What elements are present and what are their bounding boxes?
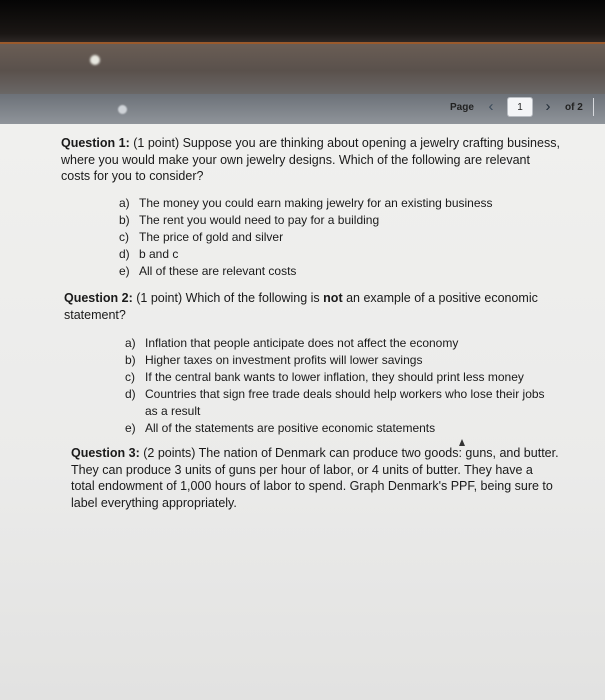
question-1-text: Suppose you are thinking about opening a jewelry crafting business, where you would make your own jewelry designs. Which of the following are relevant costs for you to consider? bbox=[61, 136, 560, 183]
question-2-emphasis: not bbox=[323, 291, 343, 305]
question-2 bbox=[64, 290, 554, 323]
question-3 bbox=[71, 445, 559, 511]
option-item: c) The price of gold and silver bbox=[119, 230, 284, 244]
option-item: a) Inflation that people anticipate does not affect the economy bbox=[125, 336, 459, 350]
page-label: Page bbox=[450, 102, 474, 113]
question-3-points: (2 points) bbox=[143, 446, 196, 460]
question-1-options bbox=[119, 195, 559, 280]
total-pages-label: of 2 bbox=[565, 102, 583, 113]
option-item: a) The money you could earn making jewelry for an existing business bbox=[119, 196, 493, 210]
option-item: d) Countries that sign free trade deals should help workers who lose their jobs as a result bbox=[125, 387, 545, 418]
question-2-options bbox=[125, 335, 545, 437]
option-item: e) All of the statements are positive economic statements bbox=[125, 421, 436, 435]
photo-blurred-band bbox=[0, 42, 605, 94]
toolbar-blurred-spot bbox=[118, 105, 127, 114]
question-3-text: The nation of Denmark can produce two goods: guns, and butter. They can produce 3 units of guns per hour of labor, or 4 units of butter. They have a total endowment of 1,000 hours of labor to spend. Graph Denmark's PPF, being sure to label everything appropriately. bbox=[71, 446, 559, 510]
question-2-text-after: an example of a positive economic statement? bbox=[64, 291, 538, 322]
previous-page-button[interactable] bbox=[483, 98, 499, 116]
question-2-points: (1 point) bbox=[136, 291, 183, 305]
document-page bbox=[0, 124, 605, 700]
question-1 bbox=[61, 135, 561, 185]
photo-light-spot bbox=[90, 55, 100, 65]
question-3-label: Question 3: bbox=[71, 446, 140, 460]
option-item: b) The rent you would need to pay for a building bbox=[119, 213, 380, 227]
option-item: d) b and c bbox=[119, 247, 179, 261]
chevron-right-icon: › bbox=[545, 98, 551, 115]
question-1-label: Question 1: bbox=[61, 136, 130, 150]
question-2-label: Question 2: bbox=[64, 291, 133, 305]
option-item: b) Higher taxes on investment profits will lower savings bbox=[125, 353, 423, 367]
toolbar-divider bbox=[593, 98, 594, 116]
question-1-points: (1 point) bbox=[133, 136, 180, 150]
next-page-button[interactable] bbox=[540, 98, 556, 116]
chevron-left-icon: ‹ bbox=[488, 98, 494, 115]
page-number-input[interactable] bbox=[507, 97, 533, 117]
question-2-text-before: Which of the following is bbox=[185, 291, 320, 305]
photo-edge-line bbox=[0, 42, 605, 44]
photo-dark-background bbox=[0, 0, 605, 48]
option-item: c) If the central bank wants to lower inflation, they should print less money bbox=[125, 370, 524, 384]
option-item: e) All of these are relevant costs bbox=[119, 264, 297, 278]
